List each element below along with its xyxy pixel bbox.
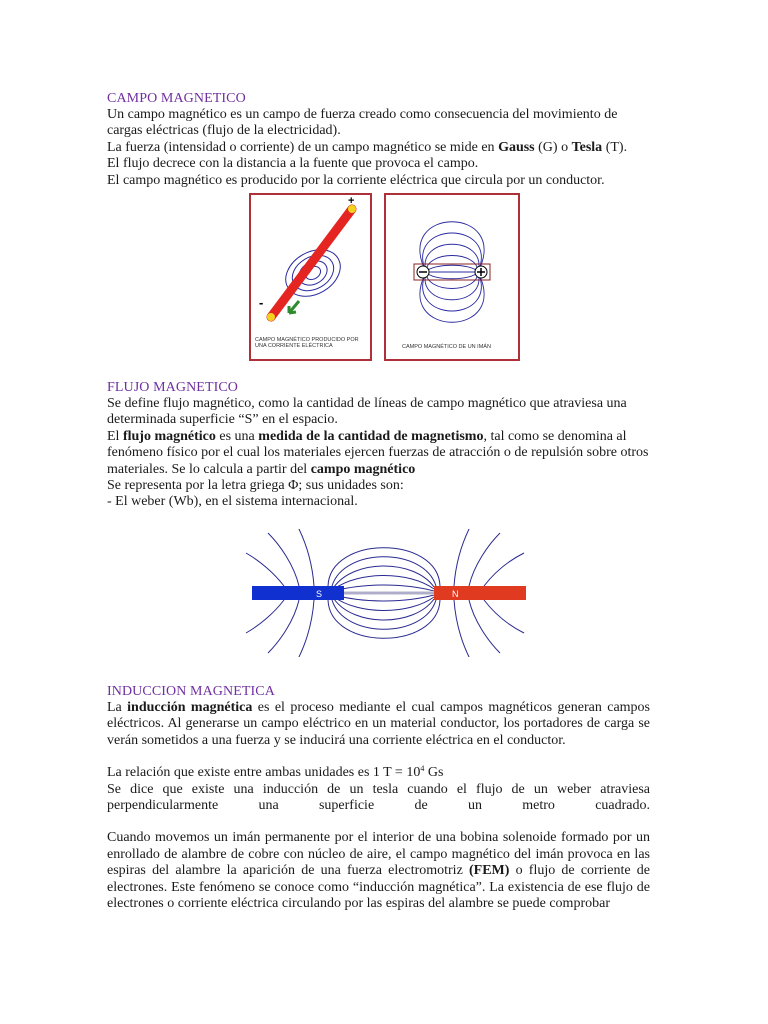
current-arrow-icon xyxy=(289,301,299,313)
text-run: Gs xyxy=(424,765,444,781)
text-run: (T). xyxy=(602,139,628,155)
magnet-field-diagram xyxy=(386,195,518,359)
paragraph-flux-measure xyxy=(107,429,650,478)
magnet-south-pole xyxy=(252,586,344,600)
text-run: Cuando movemos un imán permanente por el interior de una bobina solenoide formado por un enrollado de alambre de cobre con núcleo de aire, el campo magnético del imán provoca en las espiras del alambre la aparición de una fuerza electromotriz xyxy=(107,830,650,879)
wire-end-negative xyxy=(267,313,275,321)
bold-campo: campo magnético xyxy=(310,461,416,477)
paragraph-induction-definition xyxy=(107,700,650,749)
figure-caption-magnet: CAMPO MAGNÉTICO DE UN IMÁN xyxy=(402,344,491,351)
negative-sign: - xyxy=(259,295,264,311)
bold-fem: (FEM) xyxy=(468,863,510,879)
bold-tesla: Tesla xyxy=(571,139,603,155)
bold-medida: medida de la cantidad de magnetismo xyxy=(258,428,484,444)
paragraph-conductor: El campo magnético es producido por la corriente eléctrica que circula por un conductor. xyxy=(107,172,605,188)
paragraph-unit-relation xyxy=(107,765,650,781)
figure-caption-wire: CAMPO MAGNÉTICO PRODUCIDO POR UNA CORRIENTE ELÉCTRICA xyxy=(255,337,359,350)
text-run: (G) o xyxy=(534,139,572,155)
bar-magnet-diagram xyxy=(244,529,526,657)
paragraph-tesla-line1: Se dice que existe una inducción de un tesla cuando el flujo de un weber atraviesa xyxy=(107,781,650,797)
paragraph-units xyxy=(107,140,650,156)
paragraph-weber: - El weber (Wb), en el sistema internacional. xyxy=(107,494,358,510)
text-run: El xyxy=(107,428,123,444)
south-label: S xyxy=(316,588,323,599)
text-run: La xyxy=(107,699,128,715)
paragraph-tesla-line2: perpendicularmente una superficie de un metro cuadrado. xyxy=(107,797,650,813)
paragraph-solenoid xyxy=(107,830,650,912)
paragraph-symbol: Se representa por la letra griega Φ; sus unidades son: xyxy=(107,478,404,494)
bold-induccion: inducción magnética xyxy=(127,699,253,715)
text-run: , tal como se denomina al fenómeno físico por el cual los materiales ejercen fuerzas de atracción o de repulsión sobre otros materiales. Se lo calcula a partir del xyxy=(107,428,649,477)
figure-magnet-field xyxy=(384,193,520,361)
text-run: La relación que existe entre ambas unidades es 1 T = 10 xyxy=(107,765,421,781)
figure-wire-field xyxy=(249,193,372,361)
section-title-flujo-magnetico: FLUJO MAGNETICO xyxy=(107,380,238,396)
document-page xyxy=(107,90,650,912)
figure-row xyxy=(107,193,650,363)
figure-bar-magnet xyxy=(107,529,650,657)
paragraph-flux-decrease: El flujo decrece con la distancia a la fuente que provoca el campo. xyxy=(107,156,479,172)
section-title-induccion-magnetica: INDUCCION MAGNETICA xyxy=(107,683,275,699)
paragraph-definition: Un campo magnético es un campo de fuerza creado como consecuencia del movimiento de cargas eléctricas (flujo de la electricidad). xyxy=(107,107,618,139)
paragraph-flux-definition: Se define flujo magnético, como la cantidad de líneas de campo magnético que atraviesa una determinada superficie “S” en el espacio. xyxy=(107,396,627,428)
text-run: o flujo de corriente de electrones. Este fenómeno se conoce como “inducción magnética”. La existencia de ese flujo de electrones o corriente eléctrica circulando por las espiras del alambre se puede comprobar xyxy=(107,863,650,911)
section-title-campo-magnetico: CAMPO MAGNETICO xyxy=(107,91,246,106)
bold-gauss: Gauss xyxy=(498,139,535,155)
bold-flujo: flujo magnético xyxy=(122,428,216,444)
wire-field-diagram xyxy=(251,195,370,359)
dipole-field-lines xyxy=(420,222,484,323)
text-run: es una xyxy=(215,428,259,444)
text-run: es el proceso mediante el cual campos magnéticos generan campos eléctricos. Al generarse un campo eléctrico en un material conductor, los portadores de carga se verán sometidos a una fuerza y se inducirá una corriente eléctrica en el conductor. xyxy=(107,699,650,748)
exponent: 4 xyxy=(420,764,425,774)
text-run: La fuerza (intensidad o corriente) de un campo magnético se mide en xyxy=(107,139,499,155)
magnet-north-pole xyxy=(434,586,526,600)
positive-sign: + xyxy=(348,195,355,208)
north-label: N xyxy=(452,588,459,599)
